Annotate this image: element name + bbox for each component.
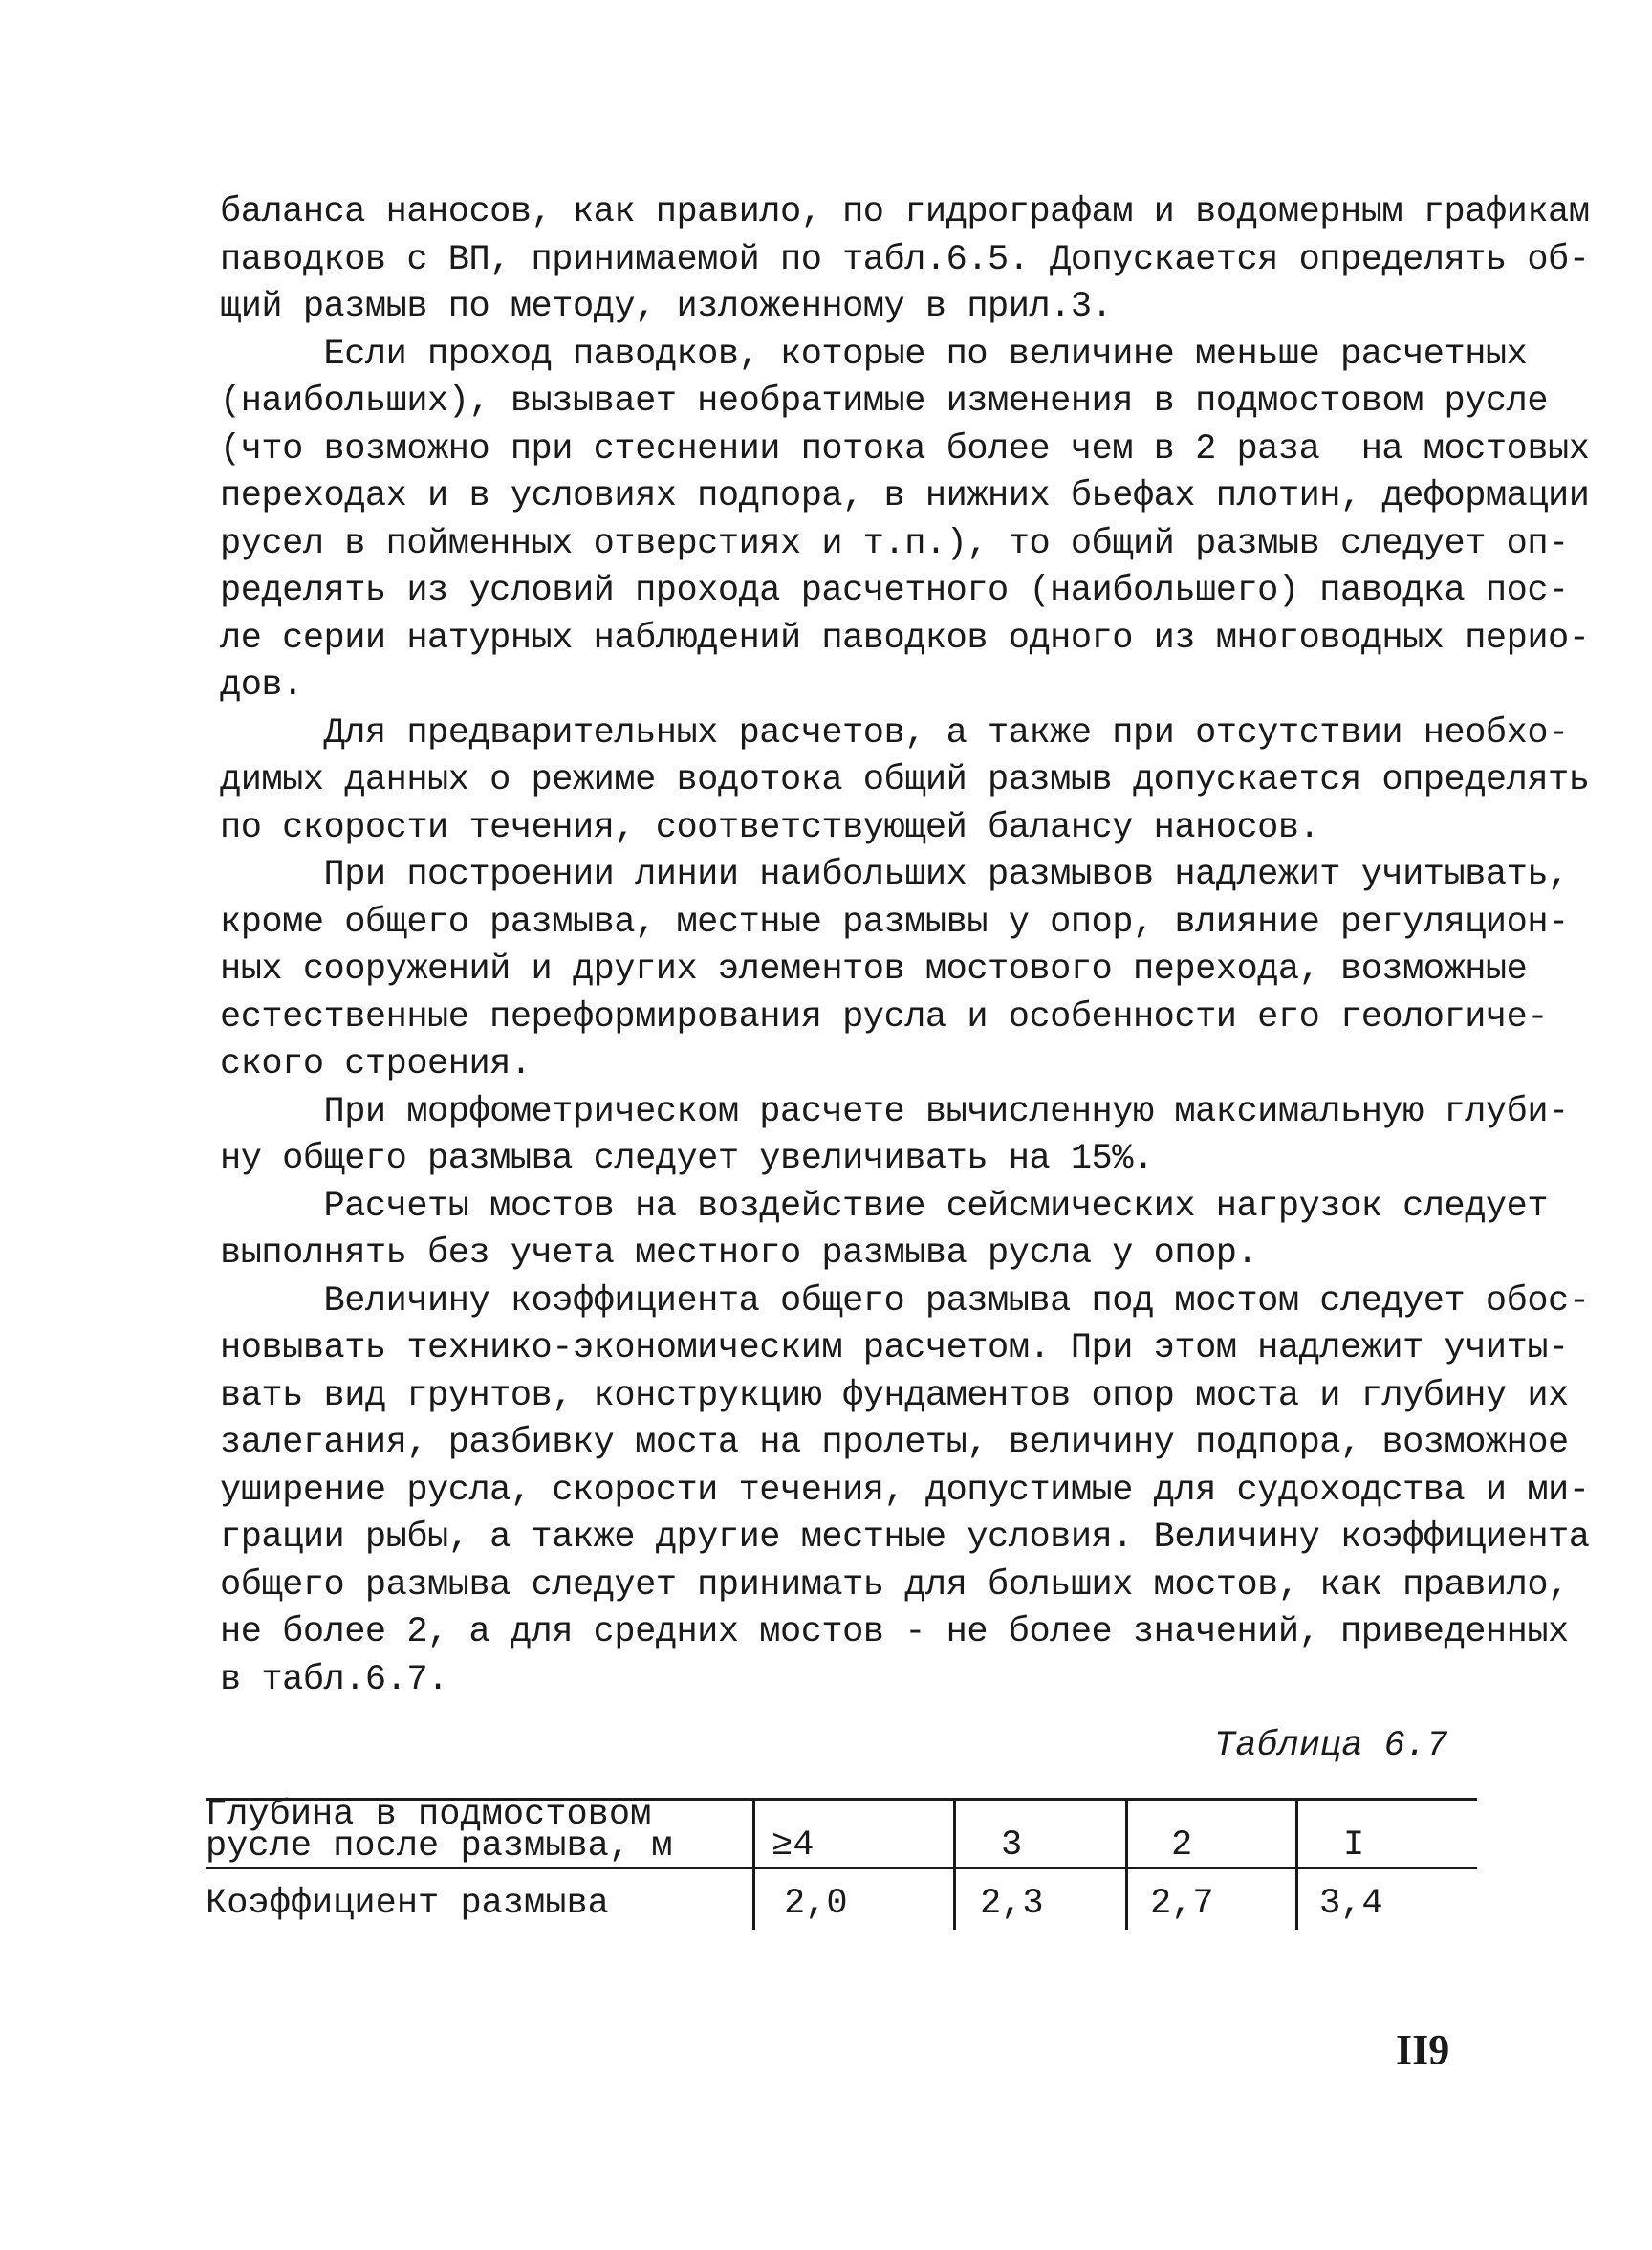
table-row-value: 2,7 (1150, 1884, 1214, 1924)
text-line: естественные переформирования русла и особенности его геологиче- (220, 996, 1549, 1038)
text-line: При построении линии наибольших размывов надлежит учитывать, (220, 855, 1569, 895)
body-text (220, 189, 1590, 1704)
text-line: дов. (220, 666, 303, 706)
text-line: щий размыв по методу, изложенному в прил.3. (220, 287, 1113, 327)
table-row-value: 2,0 (784, 1884, 848, 1924)
text-line: Если проход паводков, которые по величине меньше расчетных (220, 334, 1528, 375)
text-line: залегания, разбивку моста на пролеты, величину подпора, возможное (220, 1423, 1569, 1463)
text-line: (что возможно при стеснении потока более чем в 2 раза на мостовых (220, 428, 1590, 470)
page-number: II9 (1396, 2026, 1450, 2073)
text-line: ле серии натурных наблюдений паводков одного из многоводных перио- (220, 618, 1590, 659)
table-column-divider (953, 1798, 956, 1930)
table-header-value: I (1343, 1825, 1365, 1866)
table-row-value: 2,3 (980, 1884, 1044, 1924)
table-header-label-line1: Глубина в подмостовом (206, 1795, 652, 1835)
text-line: вать вид грунтов, конструкцию фундаментов опор моста и глубину их (220, 1375, 1569, 1416)
text-line: грации рыбы, а также другие местные условия. Величину коэффициента (220, 1518, 1590, 1558)
table-header-label-line2: русле после размыва, м (206, 1826, 673, 1867)
text-line: димых данных о режиме водотока общий размыв допускается определять (220, 760, 1590, 800)
text-line: ского строения. (220, 1044, 532, 1084)
table-column-divider (1295, 1798, 1298, 1930)
text-line: паводков с ВП, принимаемой по табл.6.5. Допускается определять об- (220, 239, 1590, 280)
text-line: новывать технико-экономическим расчетом. При этом надлежит учиты- (220, 1328, 1569, 1368)
table-header-value: 3 (1001, 1825, 1023, 1866)
text-line: русел в пойменных отверстиях и т.п.), то общий размыв следует оп- (220, 523, 1569, 564)
table-column-divider (752, 1798, 755, 1930)
text-line: баланса наносов, как правило, по гидрографам и водомерным графикам (220, 192, 1590, 232)
table-header-rule (206, 1867, 1477, 1869)
table-column-divider (1125, 1798, 1128, 1930)
text-line: Величину коэффициента общего размыва под мостом следует обос- (220, 1280, 1590, 1322)
table-title: Таблица 6.7 (1214, 1726, 1448, 1766)
text-line: по скорости течения, соответствующей балансу наносов. (220, 807, 1320, 848)
text-line: не более 2, а для средних мостов - не более значений, приведенных (220, 1612, 1569, 1652)
table-header-value: 2 (1171, 1825, 1193, 1866)
table-row-label: Коэффициент размыва (206, 1884, 609, 1924)
text-line: переходах и в условиях подпора, в нижних бьефах плотин, деформации (220, 476, 1590, 516)
table-row-value: 3,4 (1319, 1884, 1383, 1924)
text-line: Для предварительных расчетов, а также при отсутствии необхо- (220, 712, 1569, 754)
text-line: уширение русла, скорости течения, допустимые для судоходства и ми- (220, 1470, 1590, 1511)
coefficient-table (206, 1795, 1477, 1932)
text-line: При морфометрическом расчете вычисленную максимальную глуби- (220, 1091, 1569, 1132)
text-line: кроме общего размыва, местные размывы у опор, влияние регуляцион- (220, 902, 1569, 943)
text-line: общего размыва следует принимать для больших мостов, как правило, (220, 1564, 1569, 1606)
text-line: выполнять без учета местного размыва русла у опор. (220, 1234, 1258, 1274)
table-header-value: ≥4 (772, 1825, 815, 1866)
text-line: ну общего размыва следует увеличивать на 15%. (220, 1139, 1154, 1179)
text-line: Расчеты мостов на воздействие сейсмических нагрузок следует (220, 1186, 1549, 1227)
text-line: ределять из условий прохода расчетного (наибольшего) паводка пос- (220, 571, 1569, 611)
text-line: ных сооружений и других элементов мостового перехода, возможные (220, 950, 1528, 990)
text-line: (наибольших), вызывает необратимые изменения в подмостовом русле (220, 382, 1549, 422)
text-line: в табл.6.7. (220, 1659, 448, 1700)
